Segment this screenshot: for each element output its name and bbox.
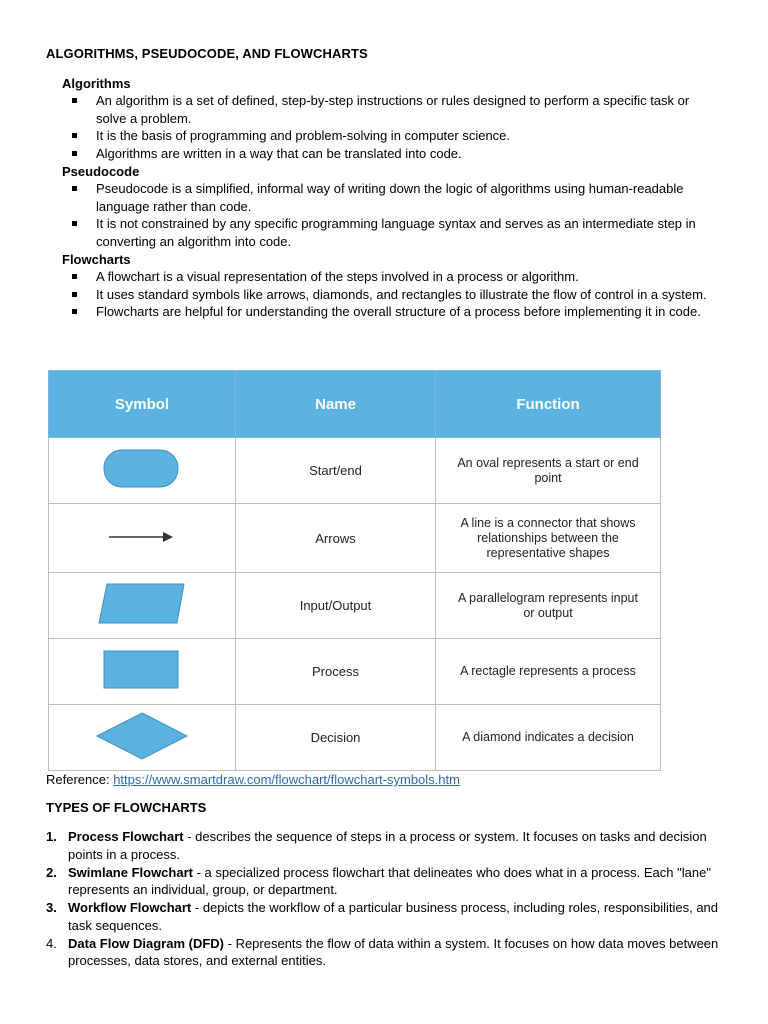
type-name: Workflow Flowchart bbox=[68, 900, 192, 915]
symbol-cell bbox=[49, 705, 236, 771]
table-row bbox=[49, 573, 661, 639]
function-cell: A parallelogram represents input or output bbox=[436, 573, 661, 639]
column-header-symbol: Symbol bbox=[49, 371, 236, 438]
table-row bbox=[49, 504, 661, 573]
bullet-square-icon bbox=[72, 151, 77, 156]
parallelogram-icon bbox=[97, 583, 187, 625]
section-pseudocode bbox=[62, 163, 722, 250]
type-name: Swimlane Flowchart bbox=[68, 864, 193, 880]
function-cell: A line is a connector that shows relationships between the representative shapes bbox=[436, 504, 661, 573]
table-row bbox=[49, 438, 661, 504]
list-item: It uses standard symbols like arrows, diamonds, and rectangles to illustrate the flow of control in a system. bbox=[62, 286, 722, 304]
bullet-square-icon bbox=[72, 221, 77, 226]
rectangle-icon bbox=[102, 649, 182, 691]
reference-line bbox=[46, 772, 460, 787]
table-row bbox=[49, 705, 661, 771]
name-cell: Arrows bbox=[236, 504, 436, 573]
bullet-square-icon bbox=[72, 133, 77, 138]
list-item: A flowchart is a visual representation of the steps involved in a process or algorithm. bbox=[62, 268, 722, 286]
oval-icon bbox=[102, 448, 182, 490]
reference-label: Reference: bbox=[46, 772, 114, 787]
list-item: It is the basis of programming and problem-solving in computer science. bbox=[62, 127, 722, 145]
type-name: Data Flow Diagram (DFD) bbox=[68, 935, 225, 951]
list-item: Algorithms are written in a way that can be translated into code. bbox=[62, 145, 722, 163]
flowchart-types-list bbox=[46, 828, 726, 970]
list-item: 4. Data Flow Diagram (DFD) - Represents the flow of data within a system. It focuses on how data moves between processes, data stores, and external entities. bbox=[46, 935, 719, 968]
bullet-square-icon bbox=[72, 309, 77, 314]
name-cell: Decision bbox=[236, 705, 436, 771]
symbol-cell bbox=[49, 639, 236, 705]
list-item: An algorithm is a set of defined, step-by-step instructions or rules designed to perform a specific task or solve a problem. bbox=[62, 92, 722, 127]
list-item: 2. Swimlane Flowchart - a specialized process flowchart that delineates who does what in a process. Each "lane" represents an individual, group, or department. bbox=[46, 864, 711, 897]
flowchart-symbols-table bbox=[48, 370, 661, 771]
symbol-cell bbox=[49, 438, 236, 504]
type-name: Process Flowchart bbox=[68, 829, 184, 844]
function-cell: A diamond indicates a decision bbox=[436, 705, 661, 771]
bullet-square-icon bbox=[72, 186, 77, 191]
section-heading: Algorithms bbox=[62, 76, 131, 91]
reference-link[interactable]: https://www.smartdraw.com/flowchart/flowchart-symbols.htm bbox=[113, 772, 460, 787]
page-title: ALGORITHMS, PSEUDOCODE, AND FLOWCHARTS bbox=[46, 46, 368, 61]
list-item: It is not constrained by any specific programming language syntax and serves as an intermediate step in converting an algorithm into code. bbox=[62, 215, 722, 250]
function-cell: An oval represents a start or end point bbox=[436, 438, 661, 504]
list-item: 3. Workflow Flowchart - depicts the workflow of a particular business process, including roles, responsibilities, and task sequences. bbox=[46, 900, 719, 933]
symbol-cell bbox=[49, 504, 236, 573]
name-cell: Process bbox=[236, 639, 436, 705]
section-heading: Flowcharts bbox=[62, 252, 131, 267]
name-cell: Input/Output bbox=[236, 573, 436, 639]
table-row bbox=[49, 639, 661, 705]
symbol-cell bbox=[49, 573, 236, 639]
section-flowcharts bbox=[62, 251, 722, 321]
list-item: Flowcharts are helpful for understanding the overall structure of a process before implementing it in code. bbox=[62, 303, 722, 321]
diamond-icon bbox=[94, 711, 190, 761]
function-cell: A rectagle represents a process bbox=[436, 639, 661, 705]
arrow-icon bbox=[107, 530, 177, 544]
section-heading: Pseudocode bbox=[62, 164, 140, 179]
column-header-name: Name bbox=[236, 371, 436, 438]
list-item: Pseudocode is a simplified, informal way of writing down the logic of algorithms using human-readable language rather than code. bbox=[62, 180, 722, 215]
section-algorithms bbox=[62, 75, 722, 162]
bullet-square-icon bbox=[72, 98, 77, 103]
name-cell: Start/end bbox=[236, 438, 436, 504]
column-header-function: Function bbox=[436, 371, 661, 438]
bullet-square-icon bbox=[72, 292, 77, 297]
list-item: 1. Process Flowchart - describes the sequence of steps in a process or system. It focuses on tasks and decision points in a process. bbox=[46, 829, 707, 862]
table-header-row bbox=[49, 371, 661, 438]
types-heading: TYPES OF FLOWCHARTS bbox=[46, 800, 207, 815]
bullet-square-icon bbox=[72, 274, 77, 279]
